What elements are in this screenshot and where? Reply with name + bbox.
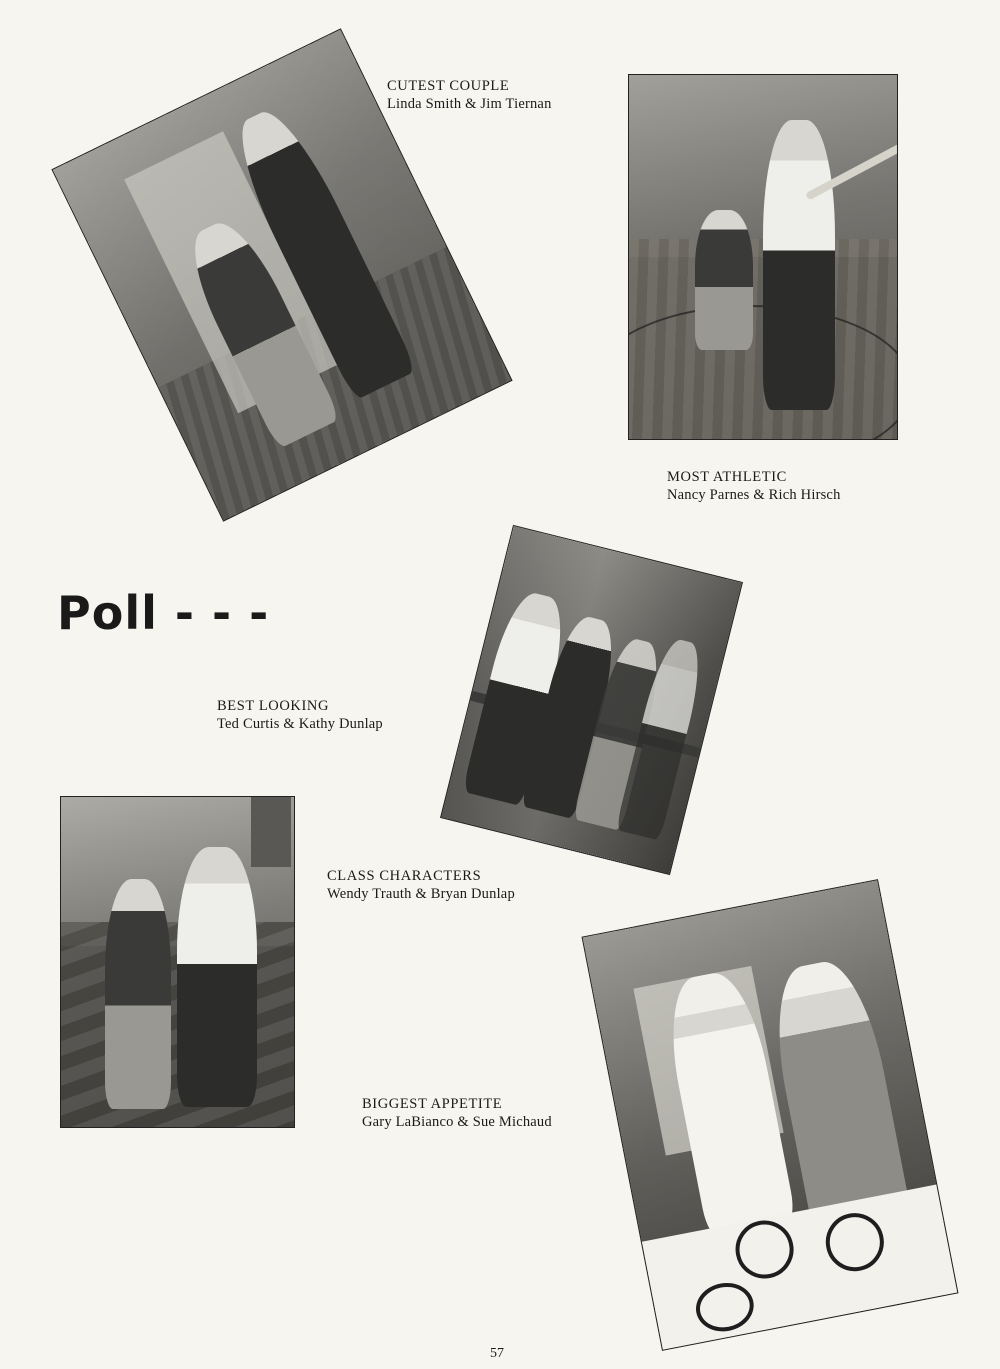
caption-biggest-appetite — [362, 1095, 592, 1131]
caption-title: MOST ATHLETIC — [667, 469, 787, 485]
caption-most-athletic — [667, 468, 897, 504]
most-athletic-photo — [629, 75, 897, 439]
caption-title: BEST LOOKING — [217, 698, 330, 714]
poll-heading: Poll - - - — [57, 586, 270, 640]
caption-names: Linda Smith & Jim Tiernan — [387, 96, 552, 112]
class-characters-photo — [61, 797, 294, 1127]
caption-names: Nancy Parnes & Rich Hirsch — [667, 487, 841, 503]
best-looking-photo — [441, 526, 742, 874]
caption-names: Ted Curtis & Kathy Dunlap — [217, 716, 383, 732]
page-number: 57 — [490, 1346, 504, 1361]
caption-title: CLASS CHARACTERS — [327, 868, 482, 884]
caption-class-characters — [327, 867, 547, 903]
caption-cutest-couple — [387, 77, 563, 113]
caption-title: CUTEST COUPLE — [387, 78, 510, 94]
caption-title: BIGGEST APPETITE — [362, 1096, 503, 1112]
caption-names: Wendy Trauth & Bryan Dunlap — [327, 886, 515, 902]
biggest-appetite-photo — [583, 880, 958, 1350]
caption-best-looking — [217, 697, 437, 733]
caption-names: Gary LaBianco & Sue Michaud — [362, 1114, 552, 1130]
